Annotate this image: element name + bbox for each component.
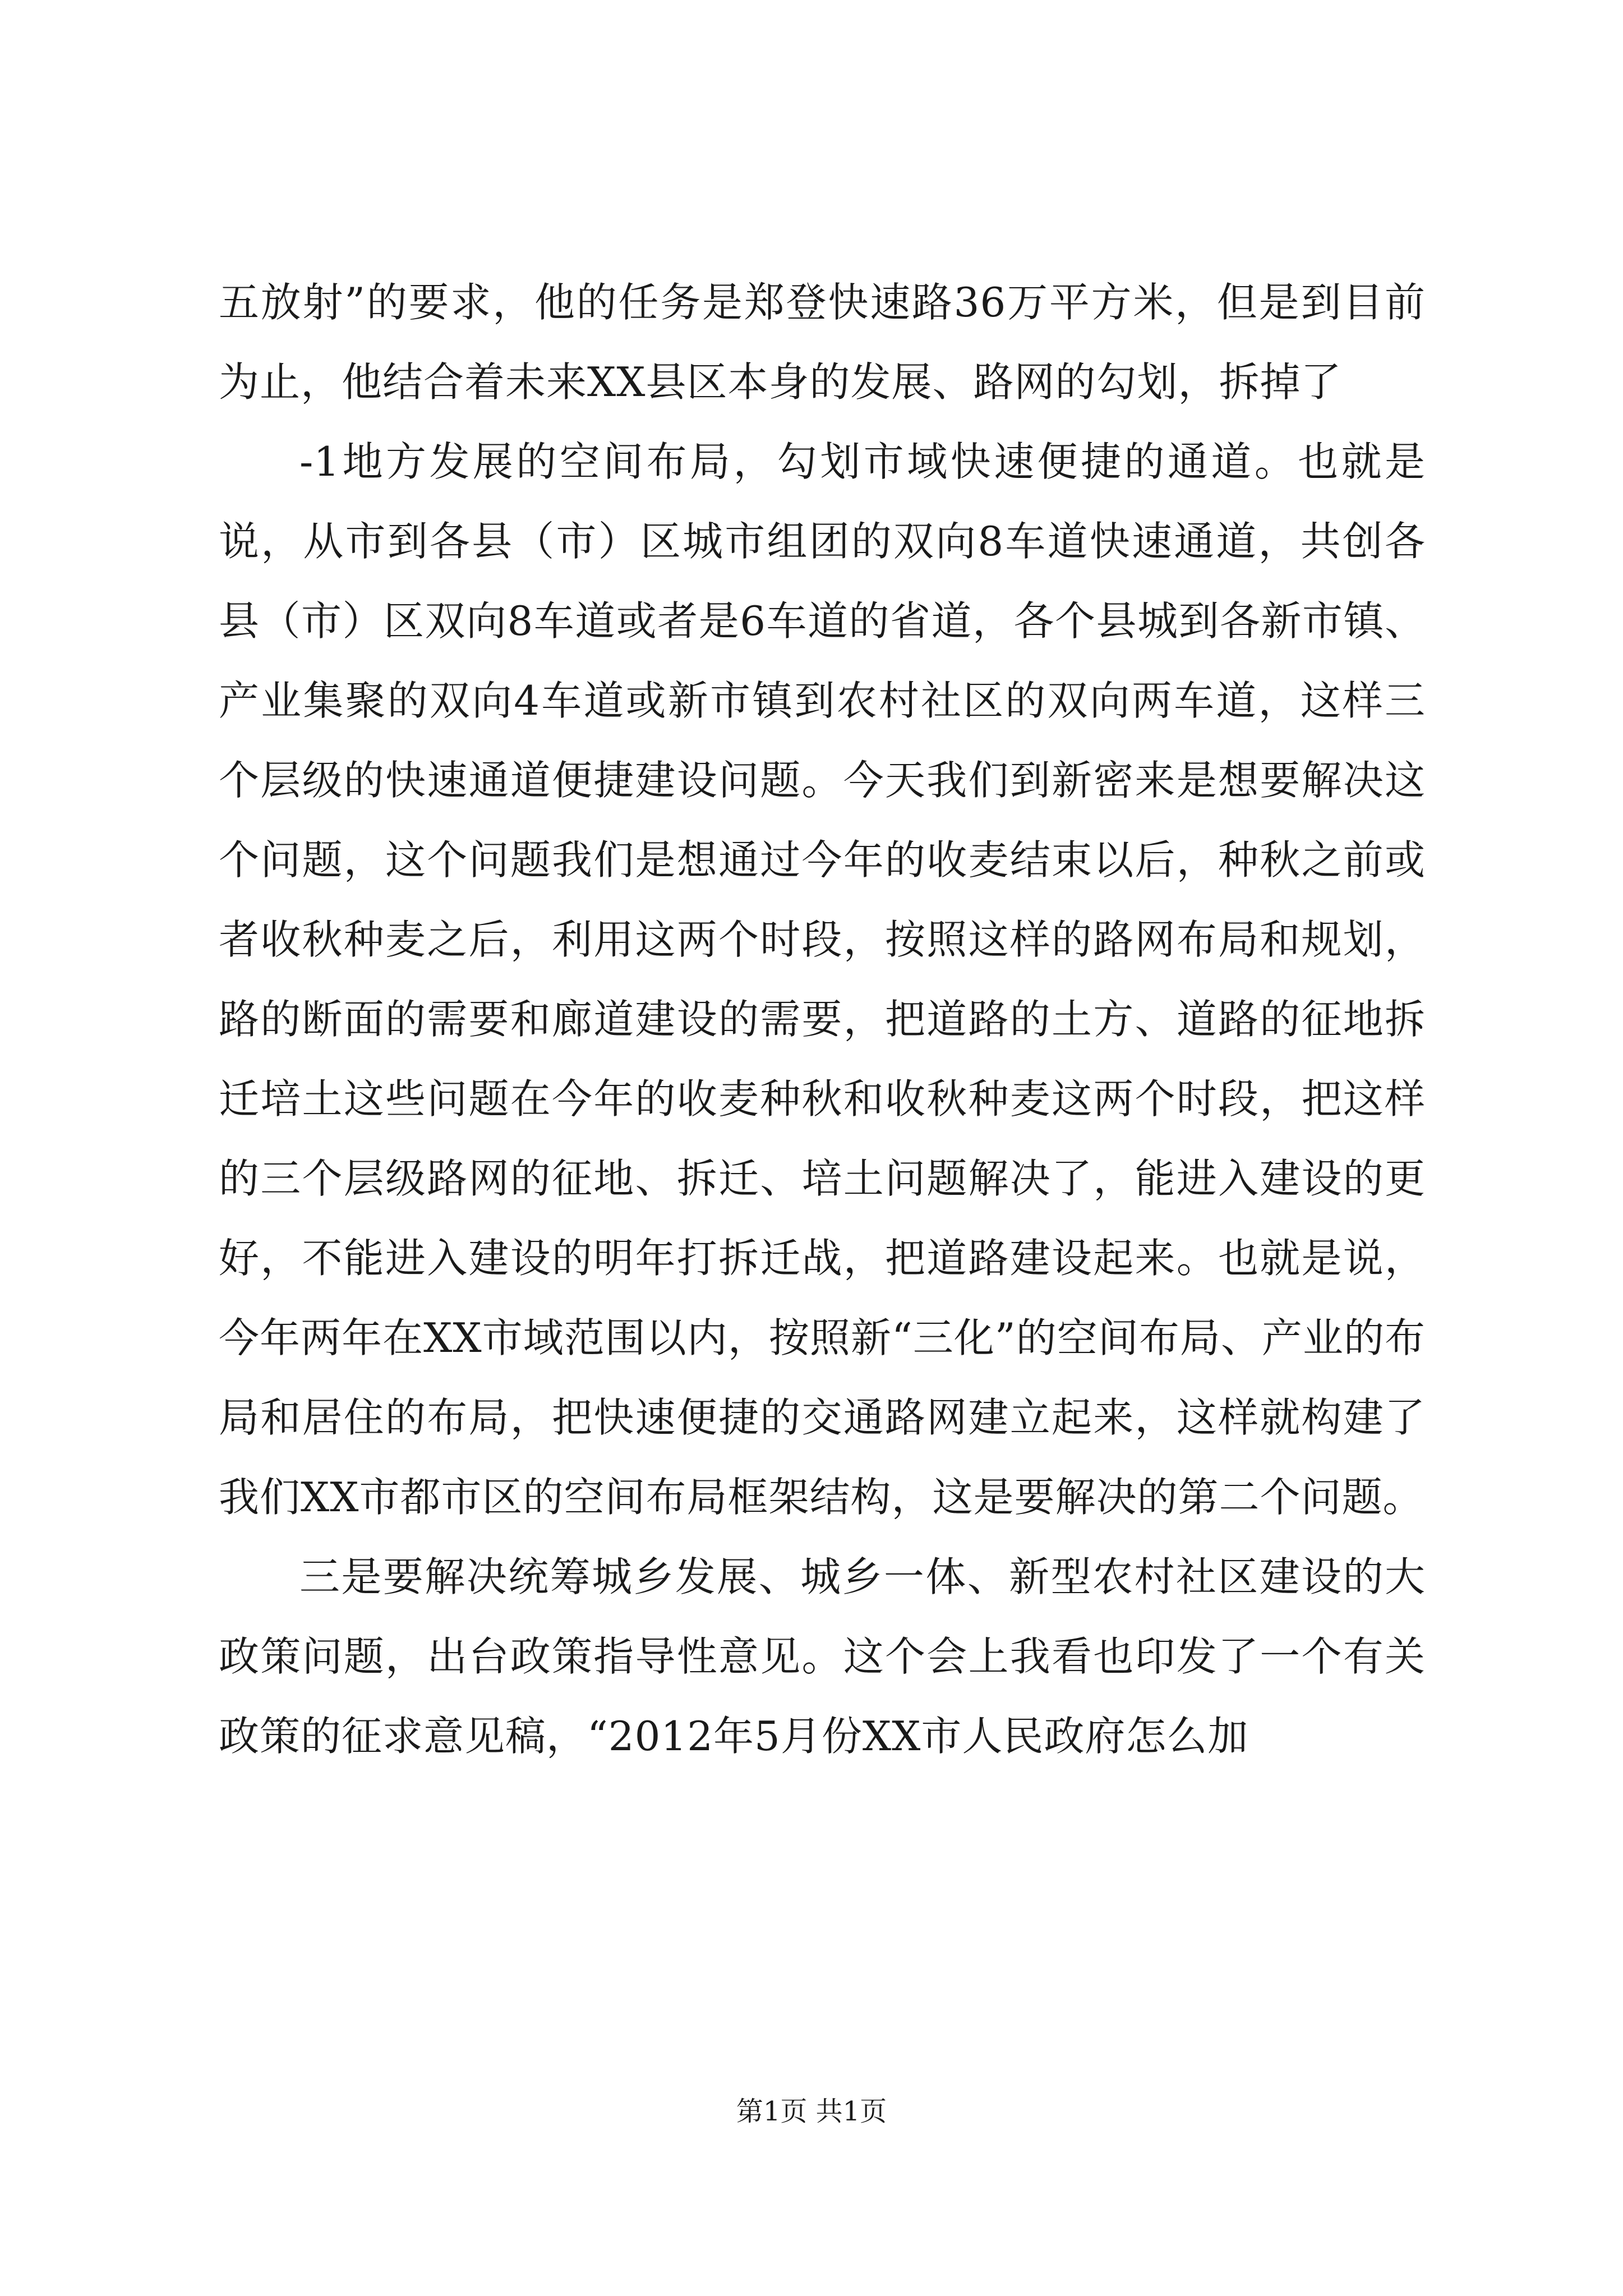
paragraph-roads: -1地方发展的空间布局，勾划市域快速便捷的通道。也就是说，从市到各县（市）区城市组团的双向8车道快速通道，共创各县（市）区双向8车道或者是6车道的省道，各个县城到各新市镇、产业集聚的双向4车道或新市镇到农村社区的双向两车道，这样三个层级的快速通道便捷建设问题。今天我们到新密来是想要解决这个问题，这个问题我们是想通过今年的收麦结束以后，种秋之前或者收秋种麦之后，利用这两个时段，按照这样的路网布局和规划，路的断面的需要和廊道建设的需要，把道路的土方、道路的征地拆迁培土这些问题在今年的收麦种秋和收秋种麦这两个时段，把这样的三个层级路网的征地、拆迁、培土问题解决了，能进入建设的更好，不能进入建设的明年打拆迁战，把道路建设起来。也就是说，今年两年在XX市域范围以内，按照新“三化”的空间布局、产业的布局和居住的布局，把快速便捷的交通路网建立起来，这样就构建了我们XX市都市区的空间布局框架结构，这是要解决的第二个问题。 [219,438,1426,1521]
page-footer: 第1页 共1页 [736,2096,887,2127]
paragraph-policy: 三是要解决统筹城乡发展、城乡一体、新型农村社区建设的大政策问题，出台政策指导性意见。这个会上我看也印发了一个有关政策的征求意见稿，“2012年5月份XX市人民政府怎么加 [219,1553,1426,1760]
paragraph-continuation: 五放射”的要求，他的任务是郑登快速路36万平方米，但是到目前为止，他结合着未来XX县区本身的发展、路网的勾划，拆掉了 [219,279,1426,406]
document-body [219,263,1426,1776]
